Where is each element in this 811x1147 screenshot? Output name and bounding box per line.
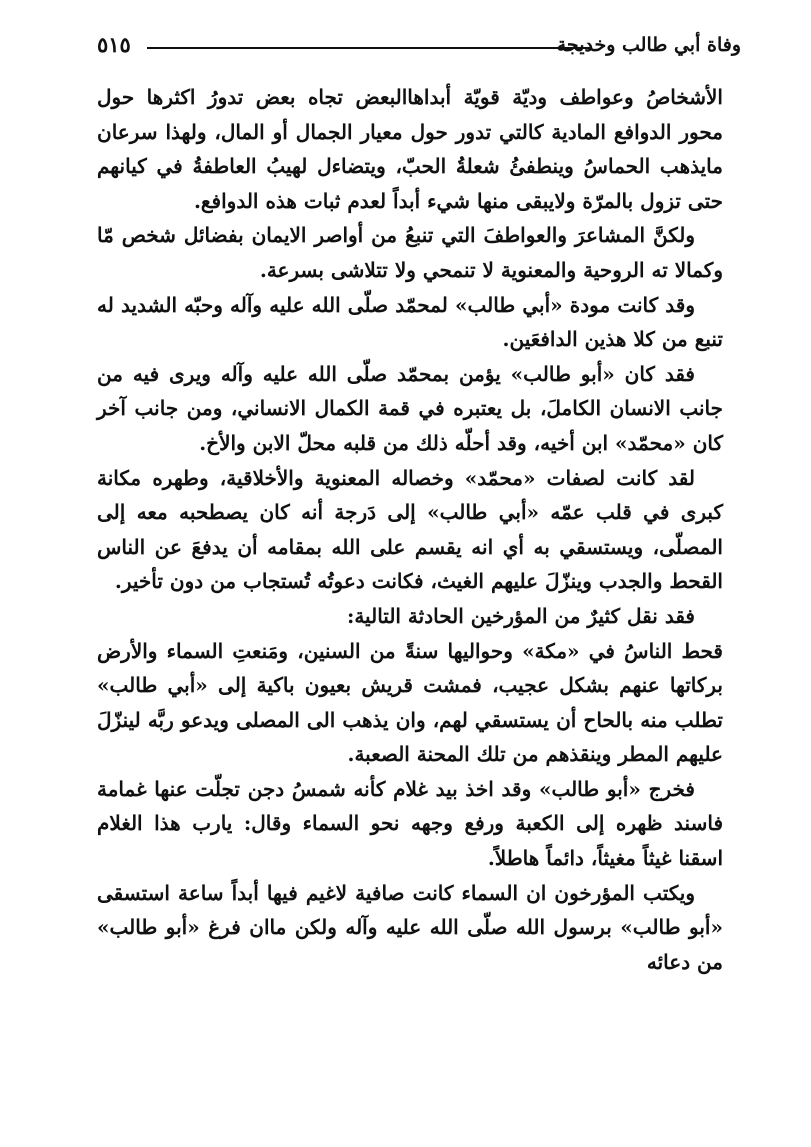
paragraph-5: لقد كانت لصفات «محمّد» وخصاله المعنوية والأخلاقية، وطهره مكانة كبرى في قلب عمّه «أبي طالب» إلى دَرجة أنه كان يصطحبه معه إلى المصلّى، ويستسقي به أي انه يقسم على الله بمقامه أن يدفعَ عن الناس القحط والجدب وينزّلَ عليهم الغيث، فكانت دعوتُه تُستجاب من دون تأخير. [97, 465, 723, 594]
paragraph-8: فخرج «أبو طالب» وقد اخذ بيد غلام كأنه شمسُ دجن تجلّت عنها غمامة فاسند ظهره إلى الكعبة ورفع وجهه نحو السماء وقال: يارب هذا الغلام اسقنا غيثاً مغيثاً، دائماً هاطلاً. [97, 776, 723, 871]
paragraph-7: قحط الناسُ في «مكة» وحواليها سنةً من السنين، ومَنعتِ السماء والأرض بركاتها عنهم بشكل عجيب، فمشت قريش بعيون باكية إلى «أبي طالب» تطلب منه بالحاح أن يستسقي لهم، وان يذهب الى المصلى ويدعو ربَّه لينزّلَ عليهم المطر وينقذهم من تلك المحنة الصعبة. [97, 638, 723, 767]
paragraph-3: وقد كانت مودة «أبي طالب» لمحمّد صلّى الله عليه وآله وحبّه الشديد له تنبع من كلا هذين الدافعَين. [97, 292, 723, 352]
paragraph-2: ولكنَّ المشاعرَ والعواطفَ التي تنبعُ من أواصر الايمان بفضائل شخص مّا وكمالا ته الروحية والمعنوية لا تنمحي ولا تتلاشى بسرعة. [97, 223, 723, 282]
paragraph-9: ويكتب المؤرخون ان السماء كانت صافية لاغيم فيها أبداً ساعة استسقى «أبو طالب» برسول الله صلّى الله عليه وآله ولكن ماان فرغ «أبو طالب» من دعائه [97, 880, 723, 974]
body-text [97, 80, 723, 979]
paragraph-4: فقد كان «أبو طالب» يؤمن بمحمّد صلّى الله عليه وآله ويرى فيه من جانب الانسان الكاملَ، بل يعتبره في قمة الكمال الانساني، ومن جانب آخر كان «محمّد» ابن أخيه، وقد أحلّه ذلك من قلبه محلّ الابن والأخ. [97, 361, 723, 455]
paragraph-1: الأشخاصُ وعواطف وديّة قويّة أبداهاالبعض تجاه بعض تدورُ اكثرها حول محور الدوافع المادية كالتي تدور حول معيار الجمال أو المال، ولهذا سرعان مايذهب الحماسُ وينطفئُ شعلةُ الحبّ، ويتضاءل لهيبُ العاطفةُ في كيانهم حتى تزول بالمرّة ولايبقى منها شيء أبداً لعدم ثبات هذه الدوافع. [97, 85, 724, 213]
page-header [97, 30, 741, 64]
chapter-title: وفاة أبي طالب وخديجة [556, 34, 741, 56]
header-rule [147, 47, 591, 49]
page-number: ٥١٥ [97, 32, 131, 57]
paragraph-6: فقد نقل كثيرٌ من المؤرخين الحادثة التالية: [346, 603, 695, 628]
